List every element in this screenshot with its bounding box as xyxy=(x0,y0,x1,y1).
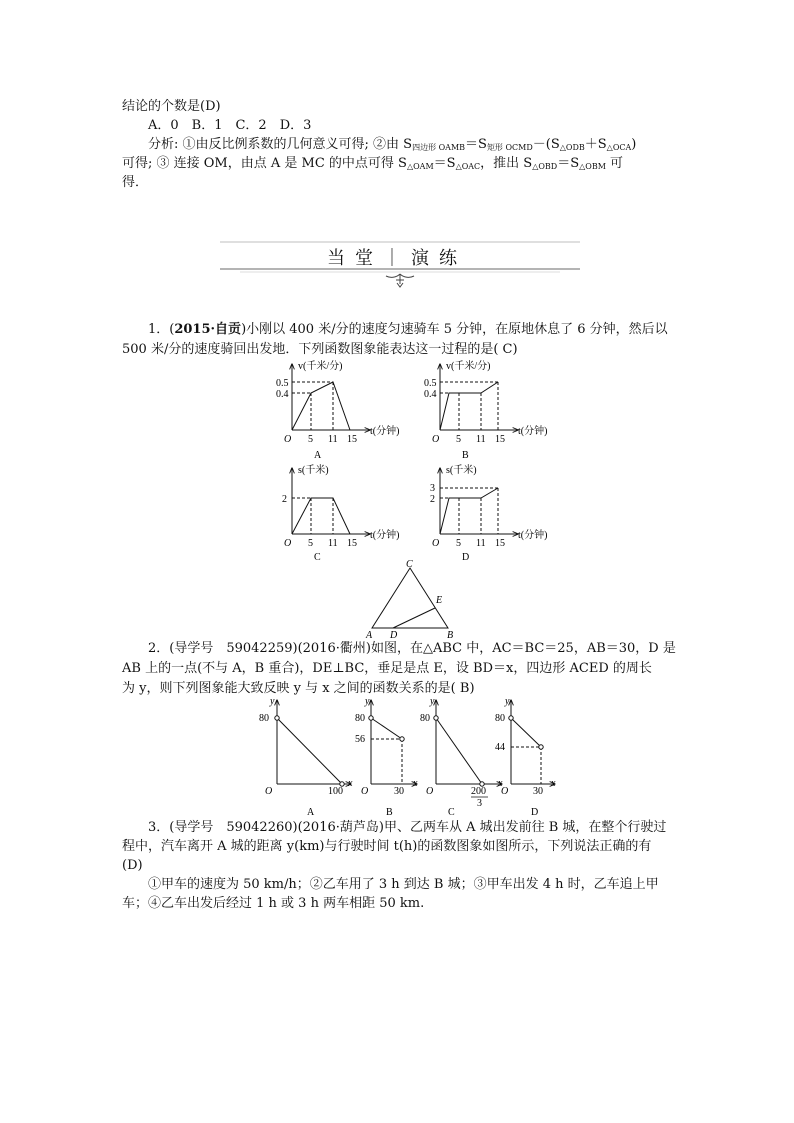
svg-text:3: 3 xyxy=(430,483,435,494)
svg-text:2: 2 xyxy=(282,494,287,505)
q2-line-3: 为 y，则下列图象能大致反映 y 与 x 之间的函数关系的是( B) xyxy=(122,681,475,696)
q2-graph-b xyxy=(355,696,418,818)
svg-text:100: 100 xyxy=(328,786,343,797)
svg-text:A: A xyxy=(307,807,315,818)
svg-text:O: O xyxy=(501,786,509,797)
svg-text:t(分钟): t(分钟) xyxy=(518,426,548,437)
q2-graph-a-line xyxy=(277,718,342,784)
q2-graph-c xyxy=(420,696,503,818)
svg-text:s(千米): s(千米) xyxy=(446,465,477,476)
svg-text:0.4: 0.4 xyxy=(424,389,437,400)
intro-options: A．0 B．1 C．2 D．3 xyxy=(148,118,312,133)
svg-text:15: 15 xyxy=(495,434,505,445)
svg-text:D: D xyxy=(390,630,398,640)
svg-text:5: 5 xyxy=(308,538,313,549)
analysis-line-1: 分析: ①由反比例系数的几何意义可得; ②由 $S_{四边形 OAMB}=S_{矩形 OCMD}-(S_{\triangle ODB}+S_{\triangle OCA})$ xyxy=(148,137,637,152)
q3-line-2: 程中，汽车离开 A 城的距离 y(km)与行驶时间 t(h)的函数图象如图所示，下列说法正确的有 xyxy=(122,839,652,854)
analysis-line-2: 可得; ③ 连接 OM，由点 A 是 MC 的中点可得 $S_{\triangle OAM}=S_{\triangle OAC}$，推出 $S_{\triangle OBD}=S_{\triangle OBM}$ 可 xyxy=(122,156,624,171)
q1a-vlabel: v(千米/分) xyxy=(298,361,343,372)
svg-text:5: 5 xyxy=(456,538,461,549)
svg-text:5: 5 xyxy=(456,434,461,445)
section-title: 当堂｜演练 xyxy=(327,248,467,269)
svg-text:0.5: 0.5 xyxy=(424,378,437,389)
svg-text:A: A xyxy=(314,450,322,461)
analysis-line-3: 得． xyxy=(122,175,149,190)
svg-text:O: O xyxy=(426,786,434,797)
svg-text:A: A xyxy=(366,630,373,640)
q2-graph-a xyxy=(259,696,353,818)
q3-line-5: 车；④乙车出发后经过 1 h 或 3 h 两车相距 50 km. xyxy=(122,896,425,911)
svg-text:x: x xyxy=(348,778,353,789)
svg-text:s(千米): s(千米) xyxy=(298,465,329,476)
svg-text:30: 30 xyxy=(394,786,404,797)
svg-text:B: B xyxy=(386,807,393,818)
svg-text:C: C xyxy=(448,807,455,818)
q3-line-3: (D) xyxy=(122,858,143,873)
svg-text:O: O xyxy=(361,786,369,797)
svg-text:y: y xyxy=(430,696,435,707)
svg-text:56: 56 xyxy=(355,734,365,745)
q1-graph-b xyxy=(424,359,547,461)
svg-text:200: 200 xyxy=(471,786,486,797)
svg-text:15: 15 xyxy=(495,538,505,549)
svg-text:15: 15 xyxy=(347,434,357,445)
svg-text:5: 5 xyxy=(308,434,313,445)
q1-graph-a xyxy=(276,359,399,461)
svg-text:B: B xyxy=(447,630,454,640)
q1-graph-d xyxy=(430,463,547,563)
svg-text:t(分钟): t(分钟) xyxy=(370,530,400,541)
q2-graph-d-line xyxy=(511,718,541,747)
svg-text:2: 2 xyxy=(430,494,435,505)
svg-text:0.5: 0.5 xyxy=(276,378,289,389)
svg-text:x: x xyxy=(413,778,418,789)
q2-graphs xyxy=(255,694,565,820)
svg-text:y: y xyxy=(270,696,275,707)
svg-text:O: O xyxy=(284,538,292,549)
q1-graphs xyxy=(270,358,560,568)
svg-text:x: x xyxy=(551,778,556,789)
q1-graph-c xyxy=(282,463,399,563)
svg-text:t(分钟): t(分钟) xyxy=(518,530,548,541)
svg-text:O: O xyxy=(265,786,273,797)
svg-text:C: C xyxy=(406,559,413,570)
q3-line-1: 3．(导学号 59042260)(2016·葫芦岛)甲、乙两车从 A 城出发前往 B 城，在整个行驶过 xyxy=(148,820,667,835)
q1-line-1: 1．(2015·自贡)小刚以 400 米/分的速度匀速骑车 5 分钟，在原地休息了 6 分钟，然后以 xyxy=(148,322,668,337)
svg-text:t(分钟): t(分钟) xyxy=(370,426,400,437)
svg-text:O: O xyxy=(284,434,292,445)
q3-line-4: ①甲车的速度为 50 km/h；②乙车用了 3 h 到达 B 城；③甲车出发 4 h 时，乙车追上甲 xyxy=(148,877,659,892)
q1-graph-d-curve xyxy=(440,488,498,534)
svg-text:C: C xyxy=(314,552,321,563)
svg-text:15: 15 xyxy=(347,538,357,549)
svg-text:D: D xyxy=(531,807,539,818)
svg-text:y: y xyxy=(365,696,370,707)
q1-line-2: 500 米/分的速度骑回出发地．下列函数图象能表达这一过程的是( C) xyxy=(122,342,518,357)
svg-text:80: 80 xyxy=(259,713,269,724)
intro-line-1: 结论的个数是(D) xyxy=(122,99,221,114)
svg-text:v(千米/分): v(千米/分) xyxy=(446,361,491,372)
q2-graph-c-line xyxy=(436,718,482,784)
svg-text:y: y xyxy=(505,696,510,707)
svg-text:E: E xyxy=(436,595,443,606)
q2-graph-d xyxy=(495,696,556,818)
svg-text:11: 11 xyxy=(328,538,338,549)
svg-text:80: 80 xyxy=(420,713,430,724)
q1-graph-a-curve xyxy=(292,382,350,430)
svg-text:11: 11 xyxy=(328,434,338,445)
q2-graph-b-line xyxy=(371,718,402,739)
svg-text:11: 11 xyxy=(476,434,486,445)
svg-text:0.4: 0.4 xyxy=(276,389,289,400)
triangle-figure xyxy=(362,558,462,640)
svg-text:11: 11 xyxy=(476,538,486,549)
svg-text:44: 44 xyxy=(495,742,505,753)
svg-text:D: D xyxy=(462,552,470,563)
svg-text:3: 3 xyxy=(477,798,482,809)
svg-text:80: 80 xyxy=(355,713,365,724)
q1-graph-c-curve xyxy=(292,498,350,534)
q2-line-1: 2．(导学号 59042259)(2016·衢州)如图，在△ABC 中，AC＝BC＝25，AB＝30，D 是 xyxy=(148,641,676,656)
svg-text:O: O xyxy=(432,538,440,549)
svg-text:O: O xyxy=(432,434,440,445)
q1-graph-b-curve xyxy=(440,382,498,430)
svg-text:30: 30 xyxy=(533,786,543,797)
q2-line-2: AB 上的一点(不与 A，B 重合)，DE⊥BC，垂足是点 E，设 BD＝x，四边形 ACED 的周长 xyxy=(122,661,652,676)
svg-text:B: B xyxy=(462,450,469,461)
svg-text:80: 80 xyxy=(495,713,505,724)
svg-text:x: x xyxy=(498,778,503,789)
